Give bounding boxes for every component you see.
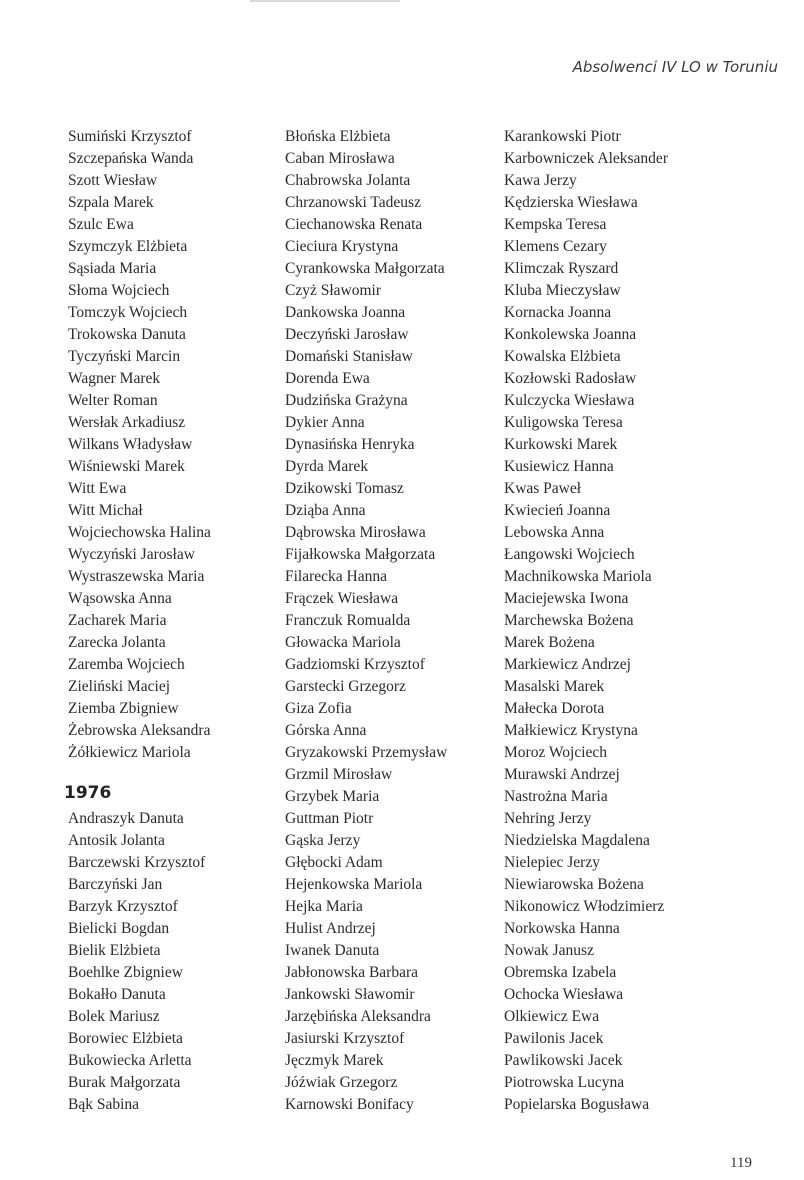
name-entry: Dorenda Ewa <box>285 370 370 387</box>
name-entry: Kwas Paweł <box>504 480 582 497</box>
name-entry: Górska Anna <box>285 722 367 739</box>
name-entry: Barczewski Krzysztof <box>68 854 206 871</box>
name-entry: Wersłak Arkadiusz <box>68 414 186 431</box>
name-entry: Frączek Wiesława <box>285 590 399 607</box>
name-entry: Domański Stanisław <box>285 348 413 365</box>
name-entry: Klimczak Ryszard <box>504 260 619 277</box>
name-entry: Gadziomski Krzysztof <box>285 656 425 673</box>
name-entry: Barzyk Krzysztof <box>68 898 178 915</box>
name-entry: Giza Zofia <box>285 700 352 717</box>
name-entry: Sumiński Krzysztof <box>68 128 192 145</box>
name-entry: Franczuk Romualda <box>285 612 411 629</box>
name-entry: Bokałło Danuta <box>68 986 166 1003</box>
name-entry: Kawa Jerzy <box>504 172 577 189</box>
name-entry: Kusiewicz Hanna <box>504 458 614 475</box>
name-entry: Kędzierska Wiesława <box>504 194 638 211</box>
name-entry: Burak Małgorzata <box>68 1074 181 1091</box>
name-entry: Machnikowska Mariola <box>504 568 652 585</box>
name-entry: Sąsiada Maria <box>68 260 157 277</box>
name-entry: Zacharek Maria <box>68 612 167 629</box>
name-entry: Karankowski Piotr <box>504 128 621 145</box>
name-entry: Gąska Jerzy <box>285 832 361 849</box>
name-entry: Klemens Cezary <box>504 238 607 255</box>
name-entry: Zieliński Maciej <box>68 678 171 695</box>
name-list-year <box>68 808 303 1116</box>
name-entry: Kornacka Joanna <box>504 304 612 321</box>
name-entry: Ciechanowska Renata <box>285 216 423 233</box>
name-entry: Karnowski Bonifacy <box>285 1096 414 1113</box>
column-3 <box>504 126 739 1116</box>
name-entry: Szczepańska Wanda <box>68 150 194 167</box>
name-entry: Nehring Jerzy <box>504 810 592 827</box>
name-entry: Hejka Maria <box>285 898 363 915</box>
name-entry: Grzmil Mirosław <box>285 766 393 783</box>
name-entry: Fijałkowska Małgorzata <box>285 546 436 563</box>
name-entry: Dziąba Anna <box>285 502 366 519</box>
name-entry: Bielicki Bogdan <box>68 920 170 937</box>
name-entry: Tomczyk Wojciech <box>68 304 188 321</box>
name-entry: Żebrowska Aleksandra <box>68 722 211 739</box>
name-entry: Trokowska Danuta <box>68 326 186 343</box>
name-entry: Chabrowska Jolanta <box>285 172 411 189</box>
name-entry: Wagner Marek <box>68 370 161 387</box>
name-entry: Błońska Elżbieta <box>285 128 391 145</box>
name-entry: Piotrowska Lucyna <box>504 1074 625 1091</box>
name-entry: Gryzakowski Przemysław <box>285 744 448 761</box>
name-entry: Pawlikowski Jacek <box>504 1052 623 1069</box>
name-entry: Zaremba Wojciech <box>68 656 185 673</box>
name-entry: Kwiecień Joanna <box>504 502 611 519</box>
name-entry: Jarzębińska Aleksandra <box>285 1008 431 1025</box>
name-entry: Kluba Mieczysław <box>504 282 621 299</box>
name-entry: Guttman Piotr <box>285 810 374 827</box>
name-entry: Dynasińska Henryka <box>285 436 415 453</box>
name-entry: Murawski Andrzej <box>504 766 620 783</box>
name-entry: Niedzielska Magdalena <box>504 832 650 849</box>
name-entry: Witt Michał <box>68 502 143 519</box>
name-entry: Popielarska Bogusława <box>504 1096 650 1113</box>
name-entry: Głębocki Adam <box>285 854 383 871</box>
name-entry: Konkolewska Joanna <box>504 326 637 343</box>
name-entry: Bąk Sabina <box>68 1096 140 1113</box>
name-entry: Wilkans Władysław <box>68 436 193 453</box>
name-list <box>285 126 520 1116</box>
name-entry: Słoma Wojciech <box>68 282 170 299</box>
name-entry: Kozłowski Radosław <box>504 370 637 387</box>
name-entry: Garstecki Grzegorz <box>285 678 406 695</box>
name-entry: Jóźwiak Grzegorz <box>285 1074 398 1091</box>
name-entry: Dudzińska Grażyna <box>285 392 408 409</box>
name-entry: Lebowska Anna <box>504 524 605 541</box>
column-2 <box>285 126 520 1116</box>
name-entry: Filarecka Hanna <box>285 568 387 585</box>
name-entry: Iwanek Danuta <box>285 942 380 959</box>
name-entry: Jankowski Sławomir <box>285 986 415 1003</box>
name-entry: Pawilonis Jacek <box>504 1030 604 1047</box>
name-entry: Wyczyński Jarosław <box>68 546 195 563</box>
name-entry: Nikonowicz Włodzimierz <box>504 898 665 915</box>
name-entry: Markiewicz Andrzej <box>504 656 631 673</box>
name-entry: Olkiewicz Ewa <box>504 1008 600 1025</box>
name-entry: Czyż Sławomir <box>285 282 381 299</box>
name-entry: Kowalska Elżbieta <box>504 348 621 365</box>
name-entry: Ochocka Wiesława <box>504 986 624 1003</box>
name-entry: Szulc Ewa <box>68 216 134 233</box>
name-entry: Caban Mirosława <box>285 150 395 167</box>
name-entry: Zarecka Jolanta <box>68 634 166 651</box>
name-entry: Moroz Wojciech <box>504 744 608 761</box>
name-entry: Boehlke Zbigniew <box>68 964 183 981</box>
name-entry: Niewiarowska Bożena <box>504 876 644 893</box>
name-entry: Deczyński Jarosław <box>285 326 409 343</box>
name-entry: Maciejewska Iwona <box>504 590 629 607</box>
name-entry: Andraszyk Danuta <box>68 810 184 827</box>
name-entry: Dąbrowska Mirosława <box>285 524 426 541</box>
name-entry: Dyrda Marek <box>285 458 369 475</box>
name-entry: Kuligowska Teresa <box>504 414 623 431</box>
name-entry: Wąsowska Anna <box>68 590 172 607</box>
name-list <box>68 126 303 764</box>
name-entry: Jęczmyk Marek <box>285 1052 384 1069</box>
running-head: Absolwenci IV LO w Toruniu <box>572 58 778 76</box>
name-entry: Obremska Izabela <box>504 964 617 981</box>
name-entry: Nielepiec Jerzy <box>504 854 600 871</box>
name-entry: Wystraszewska Maria <box>68 568 205 585</box>
name-entry: Hulist Andrzej <box>285 920 376 937</box>
name-entry: Dykier Anna <box>285 414 365 431</box>
name-entry: Małecka Dorota <box>504 700 605 717</box>
name-entry: Cieciura Krystyna <box>285 238 399 255</box>
name-entry: Żółkiewicz Mariola <box>68 744 191 761</box>
name-entry: Borowiec Elżbieta <box>68 1030 183 1047</box>
name-entry: Bolek Mariusz <box>68 1008 160 1025</box>
name-entry: Jabłonowska Barbara <box>285 964 418 981</box>
name-entry: Marchewska Bożena <box>504 612 634 629</box>
column-1 <box>64 126 303 1116</box>
name-list <box>504 126 739 1116</box>
name-entry: Łangowski Wojciech <box>504 546 635 563</box>
name-entry: Antosik Jolanta <box>68 832 165 849</box>
name-entry: Jasiurski Krzysztof <box>285 1030 405 1047</box>
name-entry: Wojciechowska Halina <box>68 524 211 541</box>
name-entry: Szpala Marek <box>68 194 154 211</box>
name-entry: Grzybek Maria <box>285 788 380 805</box>
name-entry: Bielik Elżbieta <box>68 942 161 959</box>
name-entry: Małkiewicz Krystyna <box>504 722 638 739</box>
name-entry: Nowak Janusz <box>504 942 594 959</box>
name-entry: Kurkowski Marek <box>504 436 618 453</box>
name-entry: Wiśniewski Marek <box>68 458 185 475</box>
name-entry: Hejenkowska Mariola <box>285 876 423 893</box>
name-entry: Dzikowski Tomasz <box>285 480 404 497</box>
name-entry: Ziemba Zbigniew <box>68 700 179 717</box>
page-number: 119 <box>730 1155 752 1171</box>
name-entry: Nastrożna Maria <box>504 788 608 805</box>
name-entry: Tyczyński Marcin <box>68 348 181 365</box>
name-entry: Głowacka Mariola <box>285 634 401 651</box>
name-entry: Norkowska Hanna <box>504 920 620 937</box>
name-entry: Karbowniczek Aleksander <box>504 150 668 167</box>
name-entry: Masalski Marek <box>504 678 605 695</box>
year-heading: 1976 <box>64 783 112 803</box>
top-rule <box>250 0 400 2</box>
name-entry: Szymczyk Elżbieta <box>68 238 188 255</box>
name-entry: Chrzanowski Tadeusz <box>285 194 421 211</box>
name-entry: Szott Wiesław <box>68 172 158 189</box>
name-entry: Kulczycka Wiesława <box>504 392 635 409</box>
name-entry: Barczyński Jan <box>68 876 163 893</box>
name-entry: Dankowska Joanna <box>285 304 406 321</box>
name-entry: Bukowiecka Arletta <box>68 1052 192 1069</box>
name-entry: Welter Roman <box>68 392 158 409</box>
name-entry: Marek Bożena <box>504 634 595 651</box>
name-entry: Kempska Teresa <box>504 216 607 233</box>
name-entry: Witt Ewa <box>68 480 127 497</box>
name-entry: Cyrankowska Małgorzata <box>285 260 445 277</box>
